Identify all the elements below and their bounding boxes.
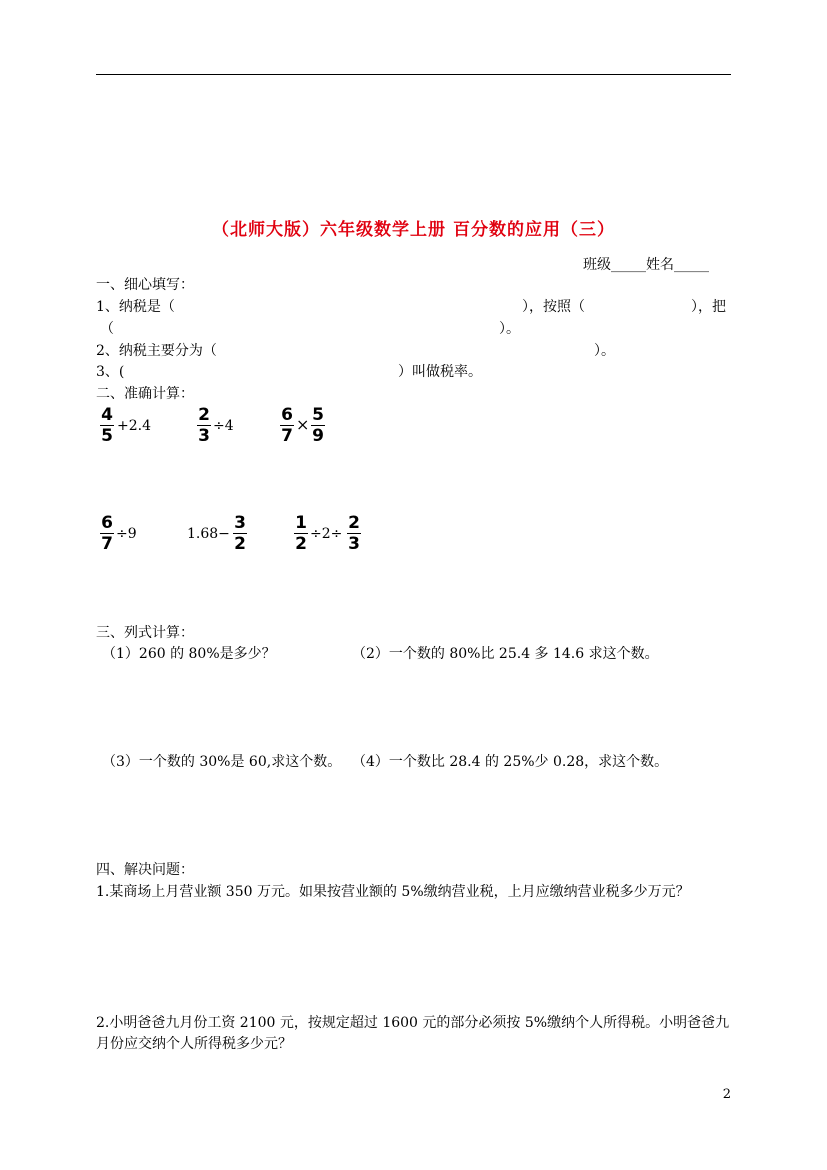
numerator: 4: [101, 405, 113, 425]
numerator: 1: [295, 513, 307, 533]
section-2-heading: 二、准确计算：: [96, 386, 194, 402]
expr5-fraction: [233, 514, 247, 553]
expr4-fraction: [100, 514, 114, 553]
denominator: 2: [295, 534, 307, 554]
section-3-heading: 三、列式计算：: [96, 625, 194, 641]
page-number: 2: [722, 1087, 731, 1102]
q1a-label: 1、纳税是（: [96, 299, 175, 315]
q1a-mid: ），按照（: [522, 299, 585, 315]
s4-question-1: 1.某商场上月营业额 350 万元。如果按营业额的 5%缴纳营业税，上月应缴纳营业税多少万元？: [96, 884, 690, 900]
page-title: （北师大版）六年级数学上册 百分数的应用（三）: [212, 220, 615, 240]
s3-question-3: （3）一个数的 30%是 60,求这个数。: [102, 754, 342, 770]
s3-question-1: （1）260 的 80%是多少？: [102, 646, 276, 662]
numerator: 2: [198, 405, 210, 425]
denominator: 9: [312, 426, 324, 446]
s4-question-2-line-2: 月份应交纳个人所得税多少元？: [96, 1036, 292, 1052]
numerator: 6: [281, 405, 293, 425]
expr3-operator: ×: [296, 415, 310, 434]
q1b-end: ）。: [499, 321, 520, 337]
denominator: 7: [101, 534, 113, 554]
q2-label: 2、纳税主要分为（: [96, 343, 217, 359]
s3-question-2: （2）一个数的 80%比 25.4 多 14.6 求这个数。: [352, 646, 659, 662]
q1a-end: ），把: [691, 299, 726, 315]
denominator: 5: [101, 426, 113, 446]
header-rule: [96, 74, 731, 75]
section-1-heading: 一、细心填写：: [96, 277, 194, 293]
numerator: 2: [348, 513, 360, 533]
denominator: 3: [198, 426, 210, 446]
numerator: 3: [234, 513, 246, 533]
denominator: 7: [281, 426, 293, 446]
q3-label: 3、(: [96, 364, 125, 380]
expr4-rest: ÷9: [116, 526, 137, 542]
q2-end: ）。: [594, 343, 615, 359]
expr1-fraction: [100, 406, 114, 445]
q3-end: ）叫做税率。: [398, 364, 482, 380]
expr2-rest: ÷4: [213, 418, 234, 434]
expr3-fraction-1: [280, 406, 294, 445]
expr1-rest: +2.4: [117, 418, 151, 434]
expr2-fraction: [197, 406, 211, 445]
numerator: 6: [101, 513, 113, 533]
numerator: 5: [312, 405, 324, 425]
denominator: 2: [234, 534, 246, 554]
expr3-fraction-2: [311, 406, 325, 445]
expr6-operator: ÷2÷: [310, 526, 343, 542]
section-4-heading: 四、解决问题：: [96, 862, 194, 878]
q1b-start: （: [100, 321, 114, 337]
class-name-field: 班级_____姓名_____: [583, 257, 709, 273]
denominator: 3: [348, 534, 360, 554]
expr6-fraction-2: [347, 514, 361, 553]
expr5-prefix: 1.68−: [187, 526, 230, 542]
expr6-fraction-1: [294, 514, 308, 553]
s4-question-2-line-1: 2.小明爸爸九月份工资 2100 元，按规定超过 1600 元的部分必须按 5%缴纳个人所得税。小明爸爸九: [96, 1015, 730, 1031]
s3-question-4: （4）一个数比 28.4 的 25%少 0.28，求这个数。: [352, 754, 669, 770]
